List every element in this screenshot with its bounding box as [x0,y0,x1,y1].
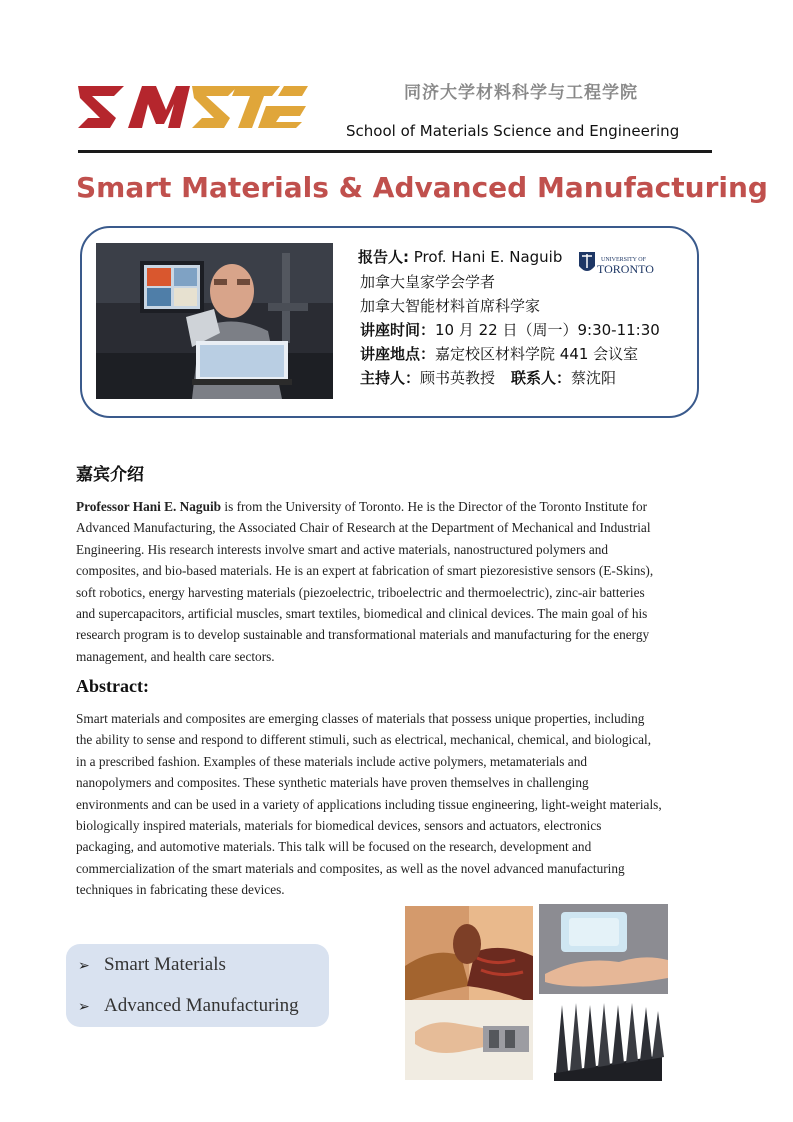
abstract-line: commercialization of the smart materials and composites, as well as the novel advanced manufacturing [76,860,625,876]
header-divider [78,150,712,153]
abstract-line: techniques in fabricating these devices. [76,882,285,898]
abstract-line: biologically inspired materials, materials for biomedical devices, sensors and actuators, electronics [76,818,602,834]
pyramidal-absorber-image [548,999,668,1082]
bio-line: composites, and bio-based materials. He is an expert at fabrication of smart piezoresistive sensors (E-Skins), [76,563,654,579]
abstract-line: packaging, and automotive materials. This talk will be focused on the research, development and [76,839,592,855]
toronto-label: TORONTO [597,262,654,276]
bio-line: soft robotics, energy harvesting materials (piezoelectric, triboelectric and thermoelectric), zinc-air batteries [76,584,645,600]
time-label: 讲座时间： [360,321,436,339]
abstract-line: in a prescribed fashion. Examples of these materials include active polymers, metamaterials and [76,753,588,769]
contact-label: 联系人： [511,369,572,387]
lecture-time [360,319,660,340]
prosthetic-hand-image [405,1000,533,1080]
reporter-label: 报告人: [358,248,409,266]
school-name-english: School of Materials Science and Engineering [346,122,680,140]
speaker-photo [96,243,333,399]
speaker-full-name: Professor Hani E. Naguib [76,499,222,514]
abstract-line: the ability to sense and respond to different stimuli, such as electrical, mechanical, chemical, and biological, [76,732,652,748]
keyword-label: Advanced Manufacturing [104,995,299,1016]
arrow-bullet-icon: ➢ [78,999,90,1015]
contact-value: 蔡沈阳 [571,369,617,387]
smse-logo [76,80,308,134]
lecture-place [360,343,638,364]
time-value: 10 月 22 日（周一）9:30-11:30 [435,321,660,339]
host-label: 主持人： [360,369,421,387]
keyword-box [66,944,329,1027]
abstract-line: Smart materials and composites are emerging classes of materials that possess unique properties, including [76,711,645,726]
bio-line: research program is to develop sustainable and transformational materials and manufacturing for the energy [76,627,650,643]
place-label: 讲座地点： [360,345,436,363]
bio-paragraph [76,496,726,667]
keyword-label: Smart Materials [104,954,226,975]
abstract-heading: Abstract: [76,676,149,696]
bio-line: and supercapacitors, artificial muscles, smart textiles, biomedical and clinical devices. The main goal of his [76,606,648,622]
school-name-chinese: 同济大学材料科学与工程学院 [404,83,638,103]
lecture-title: Smart Materials & Advanced Manufacturing [76,171,768,204]
keyword-item [78,954,226,976]
abstract-line: environments and can be used in a variety of applications including tissue engineering, light-weight materials, [76,796,662,812]
honor-chief-scientist: 加拿大智能材料首席科学家 [360,297,541,315]
abstract-paragraph [76,708,726,901]
keyword-item [78,995,299,1017]
bio-line: Engineering. His research interests involve smart and active materials, nanostructured polymers and [76,541,609,557]
reporter-line [358,246,562,267]
abstract-line: nanopolymers and composites. These synthetic materials have proven themselves in challenging [76,775,589,791]
university-of-toronto-logo [577,248,663,280]
university-of-label: UNIVERSITY OF [601,257,646,263]
aerogel-on-hand-image [539,904,668,994]
bio-line: Professor Hani E. Naguib is from the University of Toronto. He is the Director of the Toronto Institute for [76,499,648,514]
bio-line: management, and health care sectors. [76,648,275,664]
host-contact-line [360,367,616,388]
honor-royal-society: 加拿大皇家学会学者 [360,273,496,291]
reporter-name: Prof. Hani E. Naguib [409,248,563,266]
place-value: 嘉定校区材料学院 441 会议室 [435,345,639,363]
arrow-bullet-icon: ➢ [78,958,90,974]
bio-line: Advanced Manufacturing, the Associated Chair of Research at the Department of Mechanical and Industrial [76,520,651,536]
bio-heading: 嘉宾介绍 [76,465,144,485]
host-value: 顾书英教授 [420,369,496,387]
